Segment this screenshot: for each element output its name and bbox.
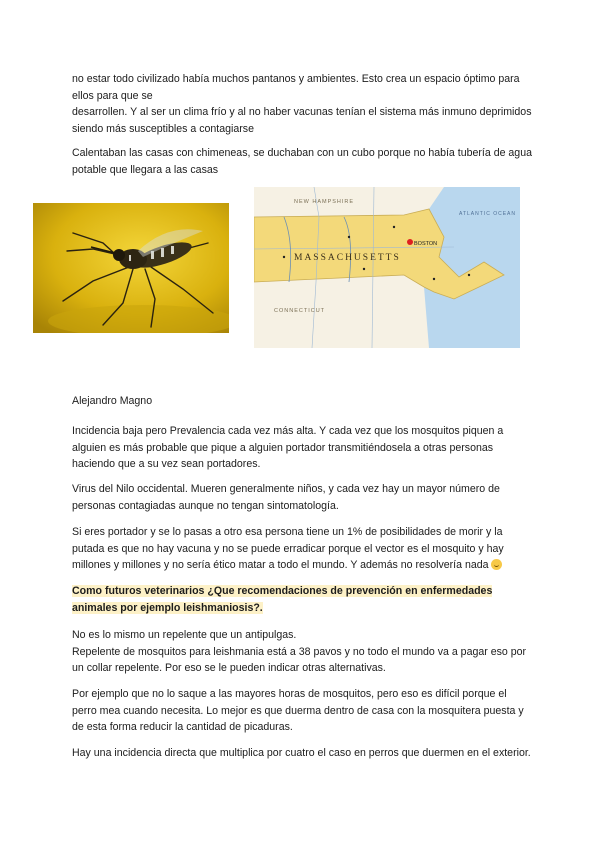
- mosquito-image: [33, 203, 229, 333]
- question-heading: [72, 583, 534, 616]
- massachusetts-map: [254, 187, 520, 348]
- heading-alejandro-magno: Alejandro Magno: [72, 395, 153, 407]
- question-highlight: Como futuros veterinarios ¿Que recomendaciones de prevención en enfermedades animales por ejemplo leishmaniosis?.: [72, 585, 493, 614]
- map-city-label: BOSTON: [414, 241, 438, 247]
- paragraph-5: [72, 524, 534, 574]
- paragraph-8: Hay una incidencia directa que multiplica por cuatro el caso en perros que duermen en el exterior.: [72, 747, 531, 759]
- paragraph-2: Calentaban las casas con chimeneas, se duchaban con un cubo porque no había tubería de agua potable que llegara a las casas: [72, 147, 532, 176]
- map-south-label: CONNECTICUT: [274, 308, 326, 314]
- paragraph-6: [72, 627, 534, 677]
- paragraph-1: [72, 71, 534, 137]
- smile-emoji-icon: [491, 559, 502, 570]
- paragraph-1-line-1: no estar todo civilizado había muchos pantanos y ambientes. Esto crea un espacio óptimo para ellos para que se: [72, 73, 520, 102]
- paragraph-7: Por ejemplo que no lo saque a las mayores horas de mosquitos, pero eso es difícil porque el perro mea cuando necesita. Lo mejor es que duerma dentro de casa con la mosquitera puesta y de esta forma reducir la cantidad de picaduras.: [72, 688, 524, 733]
- map-north-label: NEW HAMPSHIRE: [294, 199, 355, 205]
- paragraph-3: Incidencia baja pero Prevalencia cada vez más alta. Y cada vez que los mosquitos piquen a alguien es más probable que pique a alguien portador transmitiéndosela a otras personas haciendo que a su vez sean portadores.: [72, 425, 504, 470]
- map-state-label: MASSACHUSETTS: [294, 253, 401, 263]
- paragraph-6-line-2: Repelente de mosquitos para leishmania está a 38 pavos y no todo el mundo va a pagar eso por un collar repelente. Por eso se le pueden indicar otras alternativas.: [72, 645, 527, 674]
- paragraph-5-text: Si eres portador y se lo pasas a otro esa persona tiene un 1% de posibilidades de morir y la putada es que no hay vacuna y no se puede erradicar porque el vector es el mosquito y hay millones y millones y no sería ético matar a todo el mundo. Y además no resolvería nada: [72, 526, 504, 571]
- paragraph-4: Virus del Nilo occidental. Mueren generalmente niños, y cada vez hay un mayor número de personas contagiadas aunque no tengan sintomatología.: [72, 483, 500, 512]
- paragraph-1-line-2: desarrollen. Y al ser un clima frío y al no haber vacunas tenían el sistema más inmuno deprimidos siendo más susceptibles a contagiarse: [72, 106, 532, 135]
- paragraph-6-line-1: No es lo mismo un repelente que un antipulgas.: [72, 629, 297, 641]
- map-ocean-label: ATLANTIC OCEAN: [459, 211, 516, 217]
